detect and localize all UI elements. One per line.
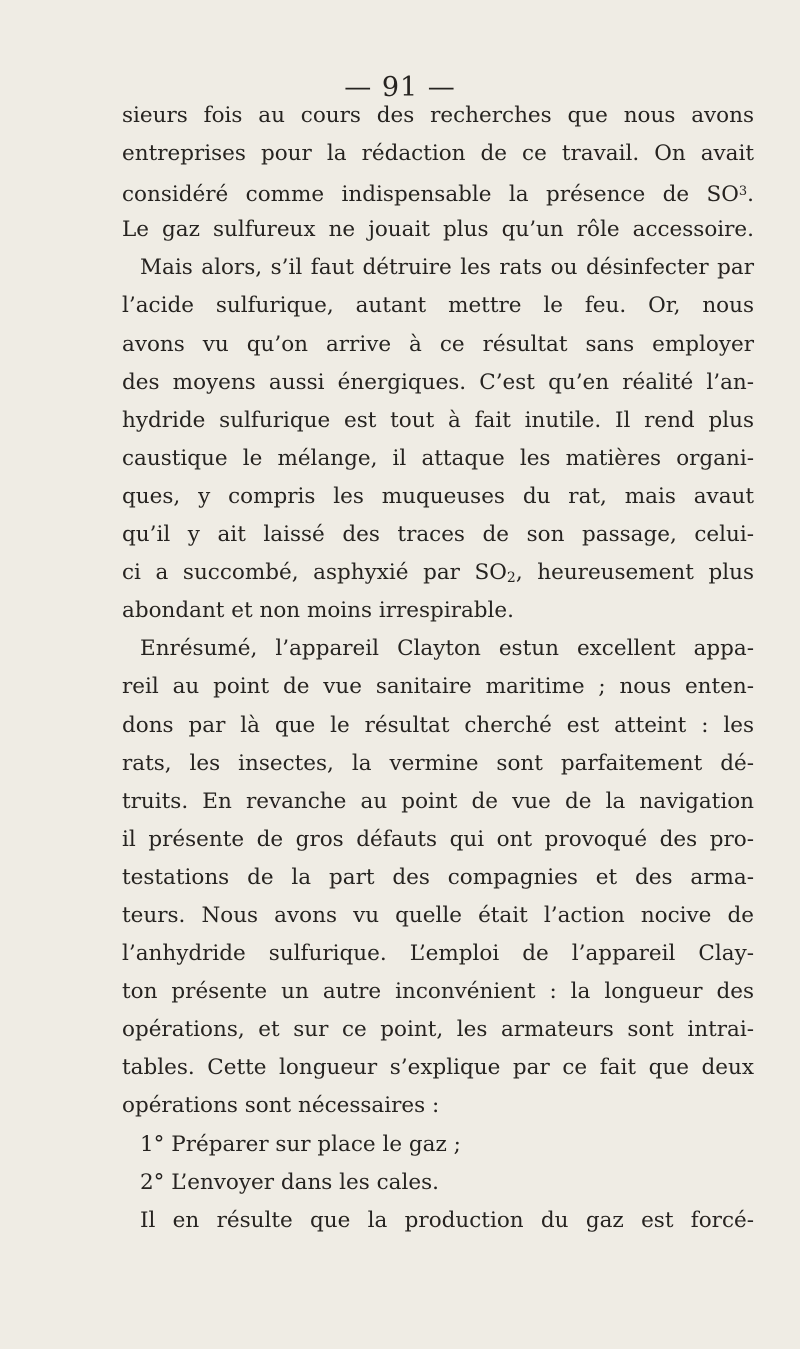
text-line: truits. En revanche au point de vue de la navigation bbox=[122, 788, 754, 814]
text-line: qu’il y ait laissé des traces de son passage, celui- bbox=[122, 522, 754, 548]
text-line: testations de la part des compagnies et des arma- bbox=[122, 864, 754, 890]
text-line: Il en résulte que la production du gaz est forcé- bbox=[140, 1207, 754, 1233]
text-body bbox=[122, 97, 754, 1240]
text-line: rats, les insectes, la vermine sont parfaitement dé- bbox=[122, 750, 754, 776]
chemical-subscript: 2 bbox=[506, 570, 516, 587]
text-line: opérations, et sur ce point, les armateurs sont intrai- bbox=[122, 1017, 754, 1043]
text-line: ton présente un autre inconvénient : la longueur des bbox=[122, 979, 754, 1005]
text-segment: . bbox=[747, 182, 754, 208]
text-line: reil au point de vue sanitaire maritime ; nous enten- bbox=[122, 674, 754, 700]
text-line: Le gaz sulfureux ne jouait plus qu’un rôle accessoire. bbox=[122, 217, 754, 243]
text-line: avons vu qu’on arrive à ce résultat sans employer bbox=[122, 331, 754, 357]
text-line bbox=[122, 173, 754, 211]
page-number-header: — 91 — bbox=[344, 72, 456, 103]
text-line bbox=[122, 554, 754, 592]
text-line: teurs. Nous avons vu quelle était l’action nocive de bbox=[122, 902, 754, 928]
chemical-superscript: 3 bbox=[738, 184, 748, 200]
text-line: abondant et non moins irrespirable. bbox=[122, 598, 514, 624]
text-line: 2° L’envoyer dans les cales. bbox=[140, 1169, 439, 1195]
text-line: entreprises pour la rédaction de ce travail. On avait bbox=[122, 141, 754, 167]
text-line: 1° Préparer sur place le gaz ; bbox=[140, 1131, 461, 1157]
text-line: tables. Cette longueur s’explique par ce fait que deux bbox=[122, 1055, 754, 1081]
text-segment: considéré comme indispensable la présence de SO bbox=[122, 182, 739, 208]
text-line: l’acide sulfurique, autant mettre le feu. Or, nous bbox=[122, 293, 754, 319]
text-line: Mais alors, s’il faut détruire les rats ou désinfecter par bbox=[140, 255, 754, 281]
text-line: des moyens aussi énergiques. C’est qu’en réalité l’an- bbox=[122, 369, 754, 395]
text-line: opérations sont nécessaires : bbox=[122, 1093, 440, 1119]
text-segment: , heureusement plus bbox=[515, 560, 754, 586]
text-line: ques, y compris les muqueuses du rat, mais avaut bbox=[122, 483, 754, 509]
text-segment: ci a succombé, asphyxié par SO bbox=[122, 560, 507, 586]
text-line: sieurs fois au cours des recherches que nous avons bbox=[122, 103, 754, 128]
text-line: hydride sulfurique est tout à fait inutile. Il rend plus bbox=[122, 407, 754, 433]
text-line: caustique le mélange, il attaque les matières organi- bbox=[122, 445, 754, 471]
text-line: il présente de gros défauts qui ont provoqué des pro- bbox=[122, 826, 754, 852]
text-line: dons par là que le résultat cherché est atteint : les bbox=[122, 712, 754, 738]
text-line: l’anhydride sulfurique. L’emploi de l’appareil Clay- bbox=[122, 941, 754, 967]
text-line: Enrésumé, l’appareil Clayton estun excellent appa- bbox=[140, 636, 754, 662]
